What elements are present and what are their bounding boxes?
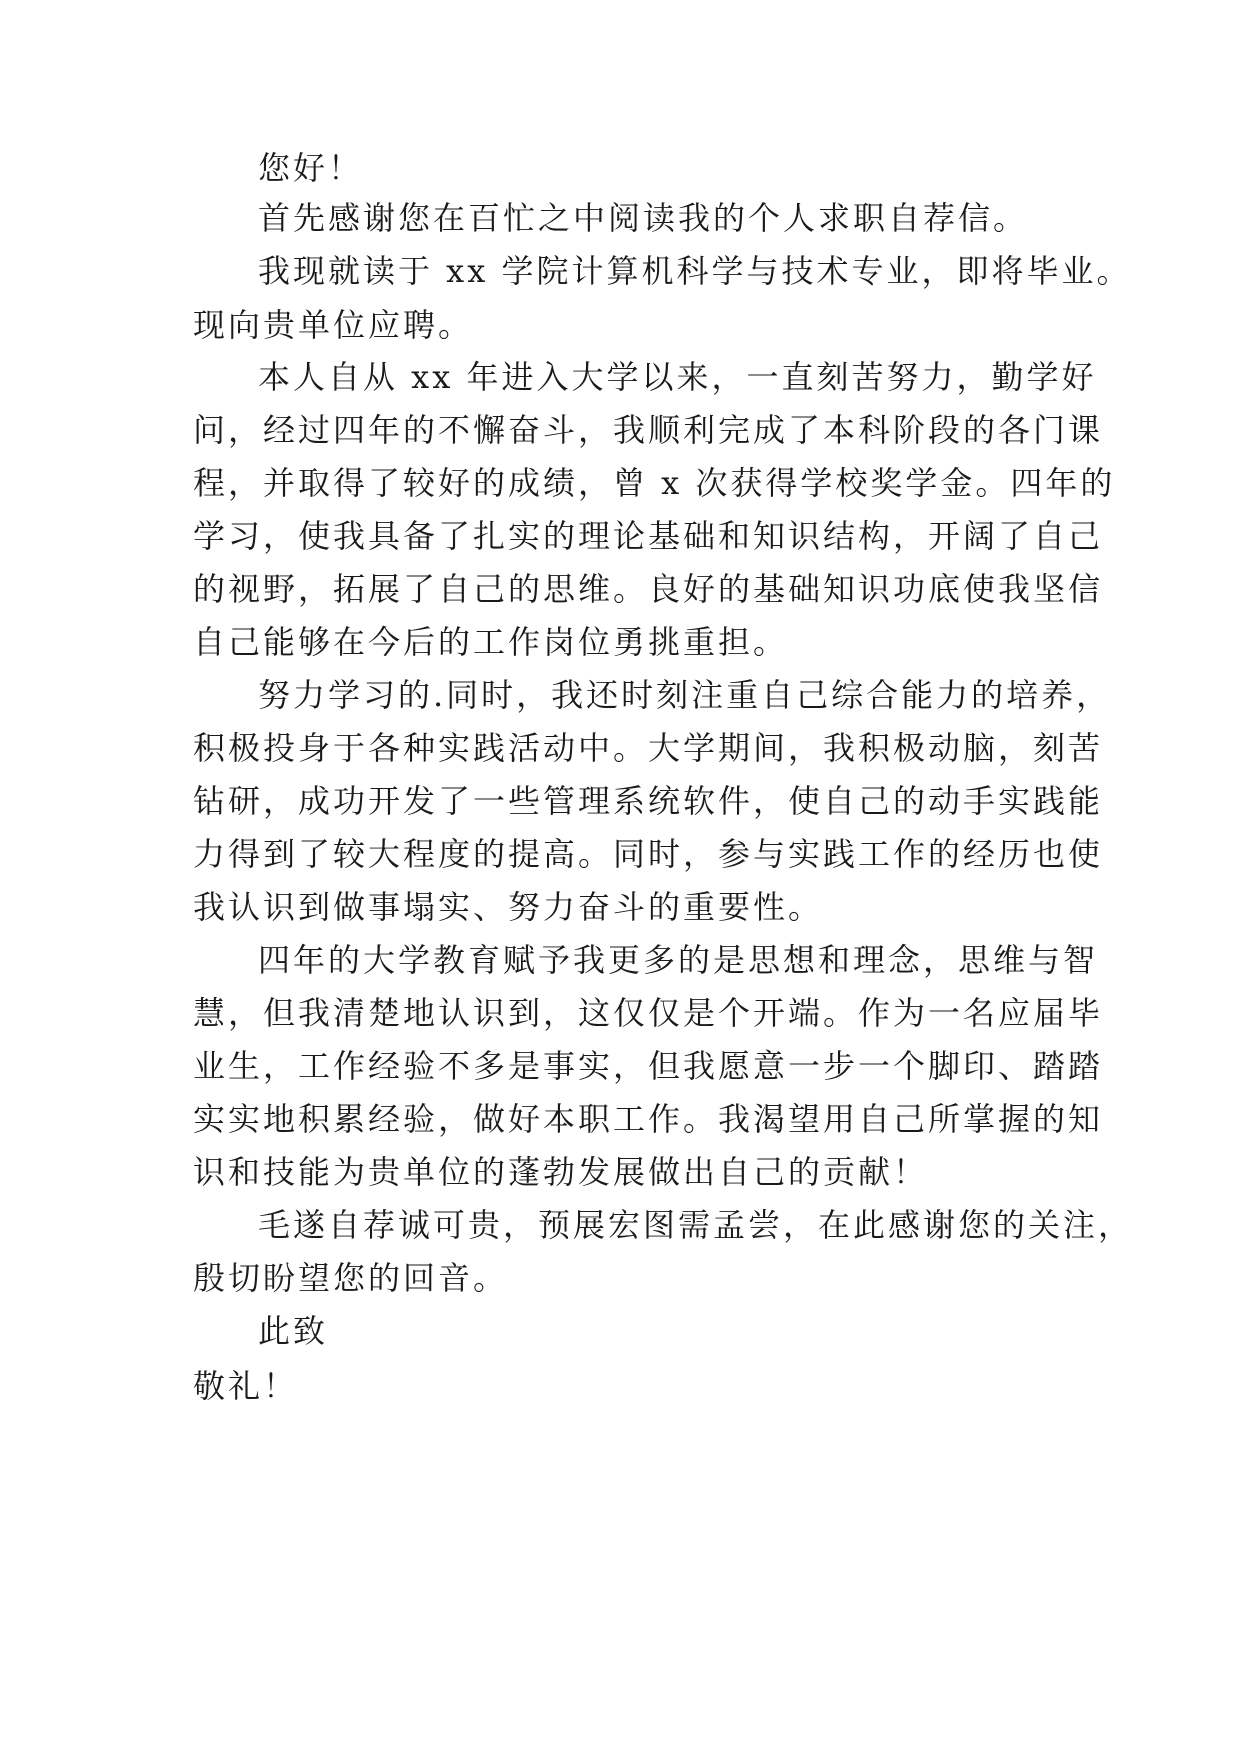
paragraph-2-line-2: 现向贵单位应聘。 xyxy=(193,306,474,344)
paragraph-4-line-2: 积极投身于各种实践活动中。大学期间，我积极动脑，刻苦 xyxy=(193,729,1104,767)
greeting: 您好！ xyxy=(258,149,364,187)
paragraph-2-line-1: 我现就读于 xx 学院计算机科学与技术专业，即将毕业。 xyxy=(258,252,1132,290)
closing-salutation: 此致 xyxy=(258,1312,329,1350)
paragraph-3-line-6: 自己能够在今后的工作岗位勇挑重担。 xyxy=(193,623,789,661)
paragraph-4-line-1: 努力学习的.同时，我还时刻注重自己综合能力的培养， xyxy=(258,676,1112,714)
paragraph-5-line-5: 识和技能为贵单位的蓬勃发展做出自己的贡献！ xyxy=(193,1153,929,1191)
paragraph-5-line-2: 慧，但我清楚地认识到，这仅仅是个开端。作为一名应届毕 xyxy=(193,994,1104,1032)
paragraph-3-line-3: 程，并取得了较好的成绩，曾 x 次获得学校奖学金。四年的 xyxy=(193,464,1116,502)
paragraph-1-line-1: 首先感谢您在百忙之中阅读我的个人求职自荐信。 xyxy=(258,199,1029,237)
paragraph-6-line-2: 殷切盼望您的回音。 xyxy=(193,1259,509,1297)
paragraph-5-line-1: 四年的大学教育赋予我更多的是思想和理念，思维与智 xyxy=(258,941,1099,979)
paragraph-5-line-4: 实实地积累经验，做好本职工作。我渴望用自己所掌握的知 xyxy=(193,1100,1104,1138)
paragraph-3-line-2: 问，经过四年的不懈奋斗，我顺利完成了本科阶段的各门课 xyxy=(193,411,1104,449)
paragraph-4-line-3: 钻研，成功开发了一些管理系统软件，使自己的动手实践能 xyxy=(193,782,1104,820)
paragraph-4-line-4: 力得到了较大程度的提高。同时，参与实践工作的经历也使 xyxy=(193,835,1104,873)
paragraph-5-line-3: 业生，工作经验不多是事实，但我愿意一步一个脚印、踏踏 xyxy=(193,1047,1104,1085)
paragraph-3-line-4: 学习，使我具备了扎实的理论基础和知识结构，开阔了自己 xyxy=(193,517,1104,555)
closing-respect: 敬礼！ xyxy=(193,1367,299,1405)
paragraph-3-line-1: 本人自从 xx 年进入大学以来，一直刻苦努力，勤学好 xyxy=(258,358,1097,396)
paragraph-3-line-5: 的视野，拓展了自己的思维。良好的基础知识功底使我坚信 xyxy=(193,570,1104,608)
paragraph-4-line-5: 我认识到做事塌实、努力奋斗的重要性。 xyxy=(193,888,824,926)
paragraph-6-line-1: 毛遂自荐诚可贵，预展宏图需孟尝，在此感谢您的关注， xyxy=(258,1206,1134,1244)
